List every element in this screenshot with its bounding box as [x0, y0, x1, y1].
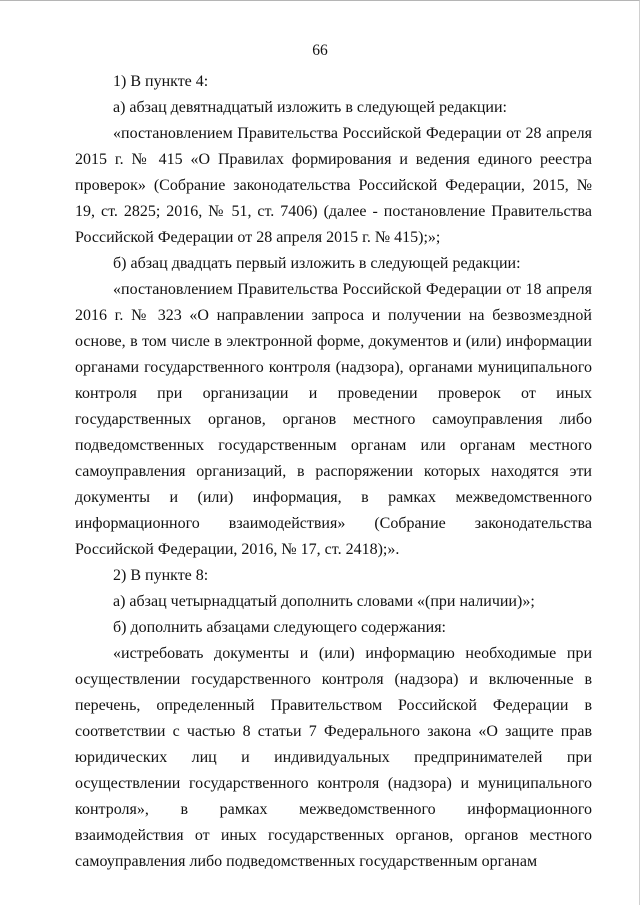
page-number: 66	[312, 42, 328, 59]
document-body	[75, 69, 592, 875]
quoted-text-paragraph: «постановлением Правительства Российской Федерации от 28 апреля 2015 г. № 415 «О Правилах формирования и ведения единого реестра проверок» (Собрание законодательства Российской Федерации, 2015, № 19, ст. 2825; 2016, № 51, ст. 7406) (далее - постановление Правительства Российской Федерации от 28 апреля 2015 г. № 415);»;	[75, 125, 592, 246]
paragraph-subitem-b: б) абзац двадцать первый изложить в следующей редакции:	[113, 255, 521, 272]
paragraph-item-2: 2) В пункте 8:	[113, 567, 209, 584]
paragraph-item-1: 1) В пункте 4:	[113, 73, 209, 90]
paragraph-subitem-a: а) абзац четырнадцатый дополнить словами «(при наличии)»;	[113, 593, 535, 610]
paragraph-subitem-b: б) дополнить абзацами следующего содержания:	[113, 619, 446, 636]
quoted-text-paragraph: «истребовать документы и (или) информацию необходимые при осуществлении государственного контроля (надзора) и включенные в перечень, определенный Правительством Российской Федерации в соответствии с частью 8 статьи 7 Федерального закона «О защите прав юридических лиц и индивидуальных предпринимателей при осуществлении государственного контроля (надзора) и муниципального контроля», в рамках межведомственного информационного взаимодействия от иных государственных органов, органов местного самоуправления либо подведомственных государственным органам	[75, 645, 592, 870]
quoted-text-paragraph: «постановлением Правительства Российской Федерации от 18 апреля 2016 г. № 323 «О направлении запроса и получении на безвозмездной основе, в том числе в электронной форме, документов и (или) информации органами государственного контроля (надзора), органами муниципального контроля при организации и проведении проверок от иных государственных органов, органов местного самоуправления либо подведомственных государственным органам или органам местного самоуправления организаций, в распоряжении которых находятся эти документы и (или) информация, в рамках межведомственного информационного взаимодействия» (Собрание законодательства Российской Федерации, 2016, № 17, ст. 2418);».	[75, 281, 592, 558]
paragraph-subitem-a: а) абзац девятнадцатый изложить в следующей редакции:	[113, 99, 507, 116]
